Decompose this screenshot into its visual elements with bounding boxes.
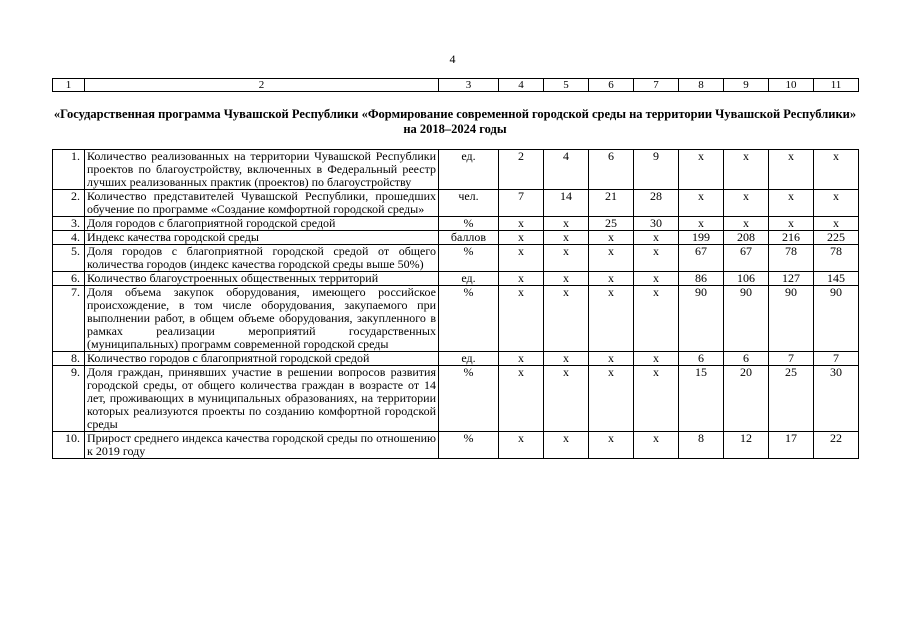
- unit-cell: %: [439, 286, 499, 352]
- indicator-name: Количество реализованных на территории Чувашской Республики проектов по благоустройству, включенных в Федеральный реестр лучших реализованных практик (проектов) по благоустройству: [85, 150, 439, 190]
- value-cell: 22: [814, 432, 859, 459]
- header-cell: 4: [499, 79, 544, 92]
- header-row: [53, 79, 859, 92]
- value-cell: х: [589, 245, 634, 272]
- value-cell: х: [724, 190, 769, 217]
- value-cell: 8: [679, 432, 724, 459]
- value-cell: х: [679, 217, 724, 231]
- value-cell: 2: [499, 150, 544, 190]
- value-cell: х: [544, 217, 589, 231]
- indicator-name: Индекс качества городской среды: [85, 231, 439, 245]
- header-cell: 9: [724, 79, 769, 92]
- table-row: [53, 190, 859, 217]
- value-cell: х: [724, 150, 769, 190]
- value-cell: 15: [679, 366, 724, 432]
- program-title: «Государственная программа Чувашской Республики «Формирование современной городской среды на территории Чувашской Республики» на 2018–2024 годы: [53, 107, 857, 136]
- value-cell: х: [589, 352, 634, 366]
- indicator-name: Количество благоустроенных общественных территорий: [85, 272, 439, 286]
- table-row: [53, 286, 859, 352]
- value-cell: 67: [679, 245, 724, 272]
- indicator-name: Прирост среднего индекса качества городской среды по отношению к 2019 году: [85, 432, 439, 459]
- indicators-table: [52, 149, 859, 459]
- row-number: 5.: [53, 245, 85, 272]
- unit-cell: ед.: [439, 150, 499, 190]
- header-cell: 8: [679, 79, 724, 92]
- indicator-name: Количество представителей Чувашской Республики, прошедших обучение по программе «Создание комфортной городской среды»: [85, 190, 439, 217]
- header-cell: 10: [769, 79, 814, 92]
- value-cell: 25: [769, 366, 814, 432]
- value-cell: х: [499, 217, 544, 231]
- value-cell: 90: [769, 286, 814, 352]
- unit-cell: %: [439, 217, 499, 231]
- value-cell: 7: [814, 352, 859, 366]
- value-cell: 90: [679, 286, 724, 352]
- value-cell: х: [814, 190, 859, 217]
- value-cell: 9: [634, 150, 679, 190]
- value-cell: 4: [544, 150, 589, 190]
- value-cell: х: [634, 272, 679, 286]
- value-cell: х: [499, 352, 544, 366]
- table-row: [53, 352, 859, 366]
- value-cell: 25: [589, 217, 634, 231]
- row-number: 1.: [53, 150, 85, 190]
- header-cell: 6: [589, 79, 634, 92]
- header-cell: 2: [85, 79, 439, 92]
- value-cell: х: [769, 217, 814, 231]
- value-cell: х: [634, 352, 679, 366]
- row-number: 2.: [53, 190, 85, 217]
- indicator-name: Доля городов с благоприятной городской средой от общего количества городов (индекс качества городской среды выше 50%): [85, 245, 439, 272]
- value-cell: х: [544, 432, 589, 459]
- value-cell: х: [814, 150, 859, 190]
- value-cell: 86: [679, 272, 724, 286]
- indicator-name: Доля объема закупок оборудования, имеющего российское происхождение, в том числе оборудования, закупаемого при выполнении работ, в общем объеме оборудования, закупленного в рамках реализации мероприятий государственных (муниципальных) программ современной городской среды: [85, 286, 439, 352]
- value-cell: х: [544, 286, 589, 352]
- value-cell: 20: [724, 366, 769, 432]
- table-row: [53, 366, 859, 432]
- value-cell: х: [634, 231, 679, 245]
- value-cell: 199: [679, 231, 724, 245]
- value-cell: 30: [634, 217, 679, 231]
- value-cell: х: [589, 366, 634, 432]
- value-cell: х: [544, 366, 589, 432]
- value-cell: 127: [769, 272, 814, 286]
- value-cell: 90: [814, 286, 859, 352]
- value-cell: х: [769, 190, 814, 217]
- value-cell: х: [544, 272, 589, 286]
- unit-cell: %: [439, 245, 499, 272]
- value-cell: х: [769, 150, 814, 190]
- value-cell: х: [499, 245, 544, 272]
- value-cell: 225: [814, 231, 859, 245]
- value-cell: х: [634, 432, 679, 459]
- value-cell: х: [679, 150, 724, 190]
- value-cell: 6: [589, 150, 634, 190]
- value-cell: 21: [589, 190, 634, 217]
- value-cell: х: [499, 286, 544, 352]
- table-row: [53, 217, 859, 231]
- table-row: [53, 231, 859, 245]
- value-cell: 28: [634, 190, 679, 217]
- table-row: [53, 272, 859, 286]
- header-cell: 7: [634, 79, 679, 92]
- value-cell: х: [544, 245, 589, 272]
- value-cell: 7: [769, 352, 814, 366]
- value-cell: х: [814, 217, 859, 231]
- value-cell: 12: [724, 432, 769, 459]
- value-cell: х: [499, 432, 544, 459]
- value-cell: 78: [814, 245, 859, 272]
- value-cell: 7: [499, 190, 544, 217]
- unit-cell: %: [439, 432, 499, 459]
- value-cell: х: [499, 231, 544, 245]
- row-number: 4.: [53, 231, 85, 245]
- value-cell: 216: [769, 231, 814, 245]
- unit-cell: %: [439, 366, 499, 432]
- value-cell: 14: [544, 190, 589, 217]
- value-cell: х: [724, 217, 769, 231]
- page-number: 4: [449, 52, 456, 66]
- value-cell: 208: [724, 231, 769, 245]
- row-number: 3.: [53, 217, 85, 231]
- value-cell: х: [589, 432, 634, 459]
- unit-cell: ед.: [439, 352, 499, 366]
- indicator-name: Доля граждан, принявших участие в решении вопросов развития городской среды, от общего количества граждан в возрасте от 14 лет, проживающих в муниципальных образованиях, на территории которых реализуются проекты по созданию комфортной городской среды: [85, 366, 439, 432]
- value-cell: х: [634, 286, 679, 352]
- value-cell: 67: [724, 245, 769, 272]
- row-number: 8.: [53, 352, 85, 366]
- table-row: [53, 432, 859, 459]
- unit-cell: ед.: [439, 272, 499, 286]
- table-row: [53, 150, 859, 190]
- value-cell: х: [589, 272, 634, 286]
- value-cell: х: [634, 245, 679, 272]
- value-cell: х: [589, 231, 634, 245]
- value-cell: 106: [724, 272, 769, 286]
- unit-cell: баллов: [439, 231, 499, 245]
- value-cell: 90: [724, 286, 769, 352]
- column-number-header: [52, 78, 859, 92]
- header-cell: 11: [814, 79, 859, 92]
- value-cell: 6: [724, 352, 769, 366]
- row-number: 10.: [53, 432, 85, 459]
- header-cell: 5: [544, 79, 589, 92]
- value-cell: х: [589, 286, 634, 352]
- table-row: [53, 245, 859, 272]
- value-cell: х: [544, 352, 589, 366]
- value-cell: 145: [814, 272, 859, 286]
- value-cell: 78: [769, 245, 814, 272]
- header-cell: 3: [439, 79, 499, 92]
- header-cell: 1: [53, 79, 85, 92]
- unit-cell: чел.: [439, 190, 499, 217]
- indicator-name: Количество городов с благоприятной городской средой: [85, 352, 439, 366]
- value-cell: 30: [814, 366, 859, 432]
- value-cell: 6: [679, 352, 724, 366]
- value-cell: х: [544, 231, 589, 245]
- row-number: 7.: [53, 286, 85, 352]
- value-cell: х: [679, 190, 724, 217]
- value-cell: х: [634, 366, 679, 432]
- value-cell: х: [499, 272, 544, 286]
- row-number: 6.: [53, 272, 85, 286]
- row-number: 9.: [53, 366, 85, 432]
- indicator-name: Доля городов с благоприятной городской средой: [85, 217, 439, 231]
- value-cell: 17: [769, 432, 814, 459]
- value-cell: х: [499, 366, 544, 432]
